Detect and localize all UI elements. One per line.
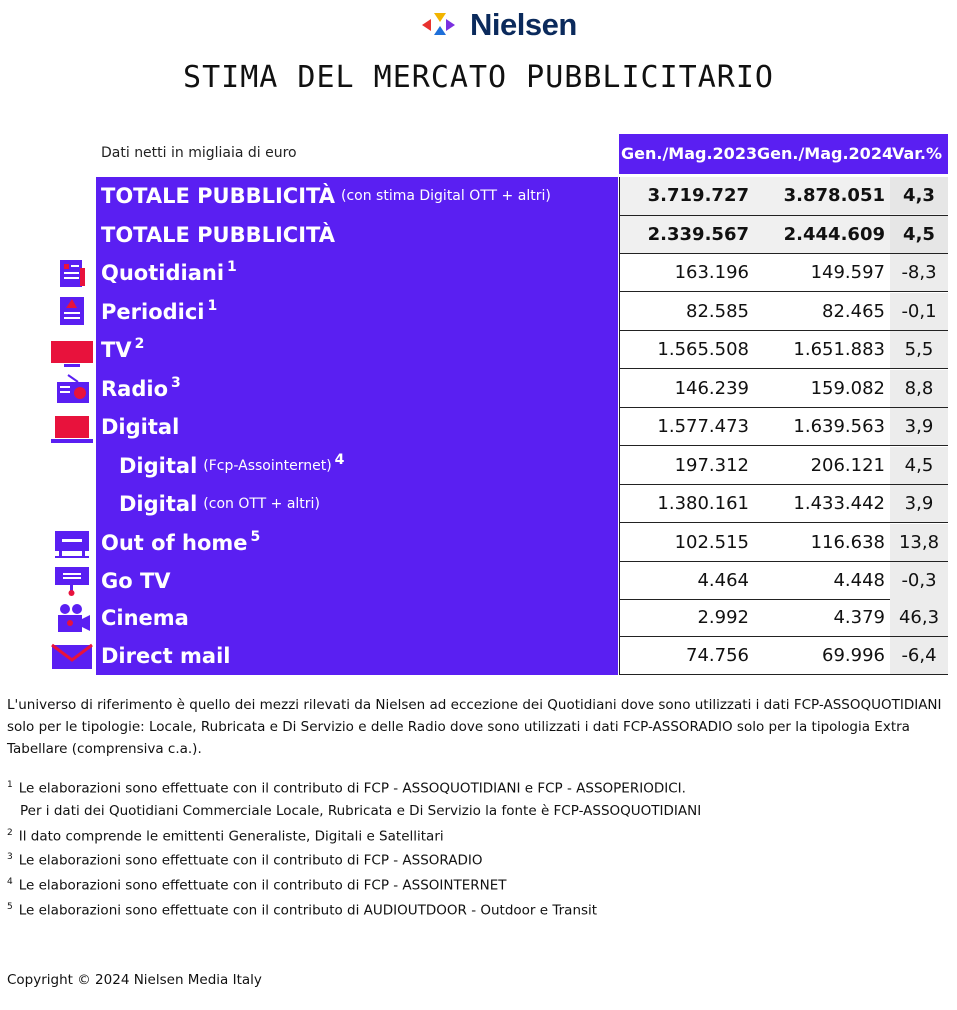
footnote-ref: 3 [171, 375, 181, 391]
value-variation: 46,3 [890, 599, 948, 636]
table-row [619, 447, 948, 485]
nielsen-logo-mark-icon [420, 12, 460, 38]
row-label: Go TV [101, 569, 171, 593]
header-2024: Gen./Mag.2024 [757, 144, 894, 163]
value-2024: 159.082 [810, 378, 885, 399]
newspaper-icon [50, 258, 94, 288]
footnote-number: 2 [7, 828, 13, 838]
row-label-tv [101, 331, 144, 369]
value-2023: 1.380.161 [657, 493, 749, 514]
footnote-text: Le elaborazioni sono effettuate con il contributo di AUDIOUTDOOR - Outdoor e Transit [18, 902, 598, 919]
value-variation: 3,9 [890, 408, 948, 445]
go-tv-screen-icon [50, 566, 94, 596]
value-variation: 4,5 [890, 447, 948, 484]
footnote-5 [7, 902, 597, 919]
footnote-ref: 2 [134, 336, 145, 352]
row-label: TOTALE PUBBLICITÀ [101, 184, 335, 208]
value-2023: 82.585 [686, 301, 749, 322]
value-variation: 13,8 [890, 524, 948, 561]
footnote-number: 3 [7, 852, 13, 862]
row-label-note: (con stima Digital OTT + altri) [340, 188, 551, 204]
radio-icon [50, 374, 94, 404]
row-label-direct-mail [101, 637, 230, 675]
value-2023: 2.992 [697, 607, 749, 628]
value-2023: 74.756 [686, 645, 749, 666]
table-row [619, 331, 948, 369]
value-2024: 116.638 [810, 532, 885, 553]
value-variation: -0,1 [890, 293, 948, 330]
footnote-text: Le elaborazioni sono effettuate con il contributo di FCP - ASSOQUOTIDIANI e FCP - ASSOPERIODICI. [18, 780, 686, 797]
page-title: STIMA DEL MERCATO PUBBLICITARIO [183, 60, 774, 95]
row-label-go-tv [101, 562, 171, 600]
envelope-icon [50, 642, 94, 672]
row-label-cinema [101, 599, 189, 637]
table-row [619, 216, 948, 254]
row-label-periodici [101, 293, 217, 331]
value-variation: -6,4 [890, 637, 948, 674]
footnote-3 [7, 852, 483, 869]
value-2023: 163.196 [674, 262, 749, 283]
nielsen-logo [420, 8, 577, 42]
value-2024: 4.379 [833, 607, 885, 628]
value-2023: 102.515 [674, 532, 749, 553]
row-label-digital-ott [119, 485, 320, 523]
value-2023: 1.565.508 [657, 339, 749, 360]
row-label-totale-ott [101, 177, 551, 215]
value-variation: -8,3 [890, 254, 948, 291]
value-2024: 3.878.051 [783, 185, 885, 206]
row-label-totale [101, 216, 335, 254]
footnote-ref: 1 [227, 259, 237, 275]
footnote-ref: 1 [207, 298, 218, 314]
table-row [619, 524, 948, 562]
table-row [619, 599, 948, 637]
copyright: Copyright © 2024 Nielsen Media Italy [7, 972, 262, 988]
magazine-icon [50, 296, 94, 326]
row-label-digital [101, 408, 179, 446]
row-label-radio [101, 370, 181, 408]
footnote-1-continued [20, 803, 701, 819]
table-divider [619, 177, 620, 675]
row-label: TOTALE PUBBLICITÀ [101, 223, 335, 247]
footnote-ref: 5 [250, 529, 261, 545]
value-2024: 2.444.609 [783, 224, 885, 245]
value-2024: 82.465 [822, 301, 885, 322]
footnote-text: Per i dati dei Quotidiani Commerciale Locale, Rubricata e Di Servizio la fonte è FCP-ASSOQUOTIDIANI [20, 803, 702, 819]
value-variation: 3,9 [890, 485, 948, 522]
units-label: Dati netti in migliaia di euro [101, 145, 297, 161]
footnote-2 [7, 828, 444, 845]
value-2024: 4.448 [833, 570, 885, 591]
table-row [619, 293, 948, 331]
row-label-note: (con OTT + altri) [203, 496, 320, 512]
footnote-ref: 4 [334, 452, 345, 468]
billboard-icon [50, 529, 94, 559]
value-variation: 4,5 [890, 216, 948, 253]
value-variation: -0,3 [890, 562, 948, 599]
value-2023: 1.577.473 [657, 416, 749, 437]
footnote-4 [7, 877, 507, 894]
footnote-number: 5 [7, 902, 13, 912]
footnote-text: Le elaborazioni sono effettuate con il contributo di FCP - ASSOINTERNET [18, 877, 507, 894]
row-label: Direct mail [101, 644, 231, 668]
value-variation: 8,8 [890, 370, 948, 407]
value-2023: 146.239 [674, 378, 749, 399]
row-label-digital-fcp [119, 447, 344, 485]
row-label-note: (Fcp-Assointernet) [203, 458, 332, 474]
brand-name: Nielsen [470, 7, 577, 42]
table-row [619, 254, 948, 292]
tv-icon [50, 338, 94, 368]
value-2024: 206.121 [810, 455, 885, 476]
row-label-out-of-home [101, 524, 260, 562]
value-2023: 4.464 [697, 570, 749, 591]
row-label-quotidiani [101, 254, 237, 292]
footnote-text: Le elaborazioni sono effettuate con il contributo di FCP - ASSORADIO [18, 852, 483, 869]
footnote-text: Il dato comprende le emittenti Generaliste, Digitali e Satellitari [18, 828, 444, 845]
footnote-number: 1 [7, 780, 13, 790]
value-2024: 69.996 [822, 645, 885, 666]
row-label: Out of home [101, 531, 248, 555]
table-row [619, 485, 948, 523]
row-label: Digital [119, 454, 198, 478]
header-variation: Var.% [892, 144, 943, 163]
laptop-icon [50, 414, 94, 444]
row-label: Quotidiani [101, 261, 225, 285]
footnote-1 [7, 780, 686, 797]
row-label: Periodici [101, 300, 205, 324]
movie-camera-icon [50, 603, 94, 633]
row-label: Radio [101, 377, 168, 401]
table-row [619, 562, 948, 600]
table-row [619, 637, 948, 675]
row-label: Cinema [101, 606, 189, 630]
table-row [619, 177, 948, 216]
value-2023: 2.339.567 [647, 224, 749, 245]
value-2024: 1.651.883 [793, 339, 885, 360]
footnote-number: 4 [7, 877, 13, 887]
table-row [619, 408, 948, 446]
value-2024: 1.433.442 [793, 493, 885, 514]
value-2023: 3.719.727 [647, 185, 749, 206]
row-label: Digital [101, 415, 180, 439]
row-label: TV [101, 338, 132, 362]
value-2023: 197.312 [674, 455, 749, 476]
header-2023: Gen./Mag.2023 [621, 144, 758, 163]
value-2024: 1.639.563 [793, 416, 885, 437]
table-row [619, 370, 948, 408]
universe-note: L'universo di riferimento è quello dei mezzi rilevati da Nielsen ad eccezione dei Quotidiani dove sono utilizzati i dati FCP-ASSOQUOTIDIANI solo per le tipologie: Locale, Rubricata e Di Servizio e delle Radio dove sono utilizzati i dati FCP-ASSORADIO solo per la tipologia Extra Tabellare (comprensiva c.a.). [7, 697, 942, 757]
value-variation: 5,5 [890, 331, 948, 368]
value-variation: 4,3 [890, 177, 948, 214]
row-label: Digital [119, 492, 198, 516]
value-2024: 149.597 [810, 262, 885, 283]
